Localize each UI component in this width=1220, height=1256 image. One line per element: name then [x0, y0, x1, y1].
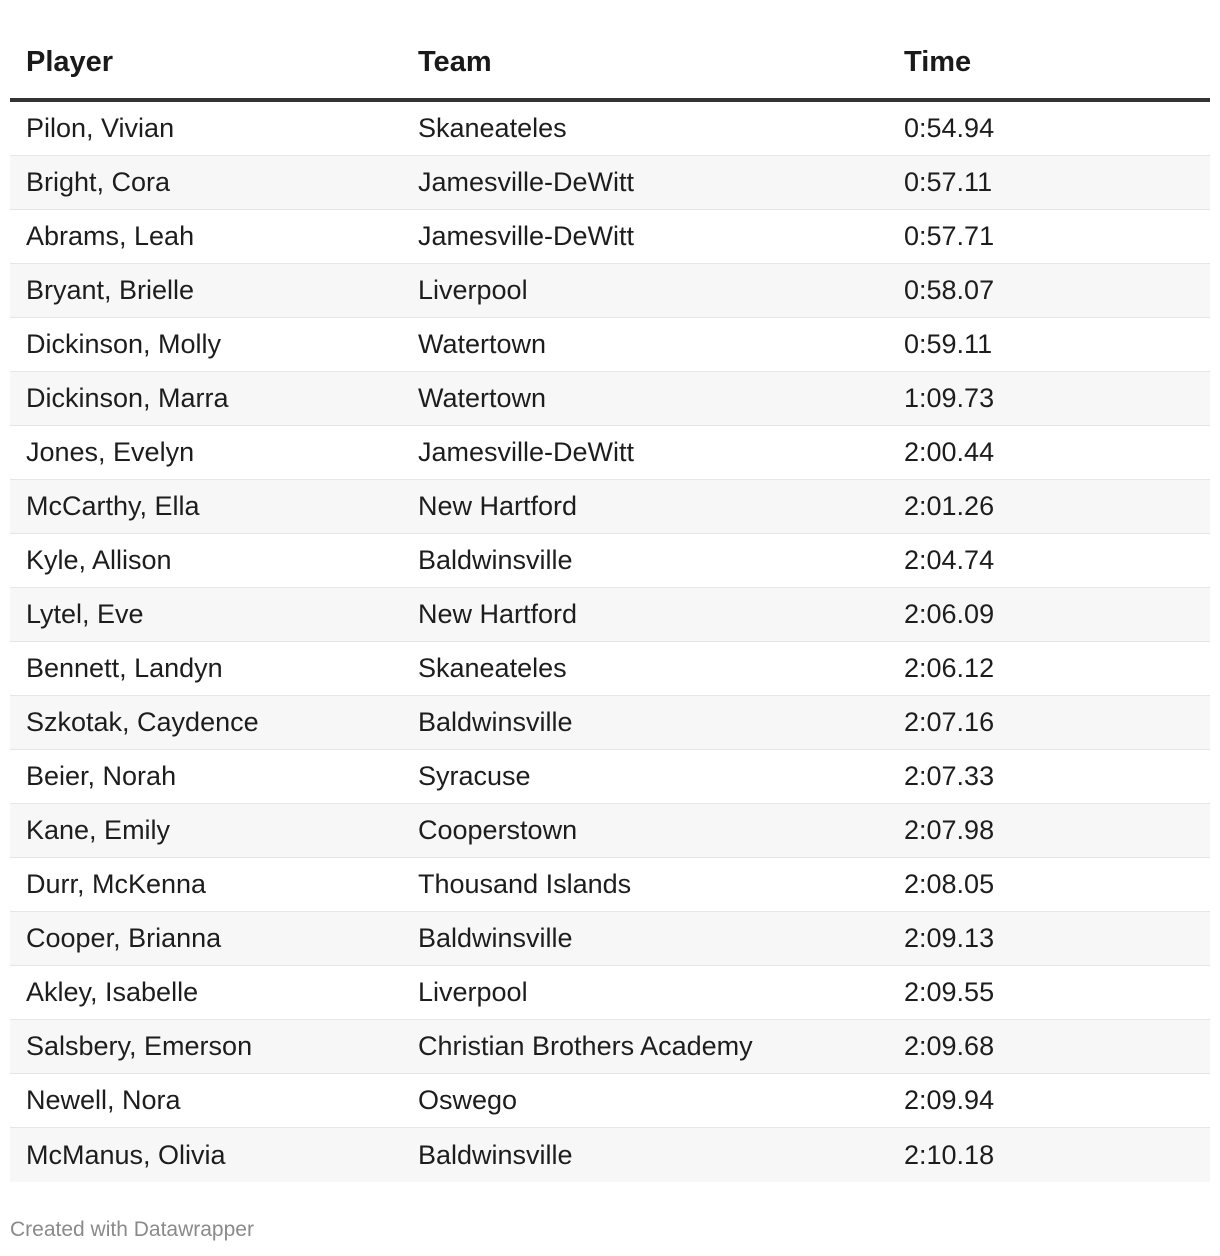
table-row: [10, 750, 1210, 804]
cell-player: Newell, Nora: [10, 1074, 402, 1128]
cell-time: 2:00.44: [888, 426, 1210, 480]
cell-player: McCarthy, Ella: [10, 480, 402, 534]
table-row: [10, 210, 1210, 264]
cell-team: Oswego: [402, 1074, 888, 1128]
cell-time: 0:57.71: [888, 210, 1210, 264]
column-header-player[interactable]: Player: [10, 26, 402, 100]
cell-time: 2:07.33: [888, 750, 1210, 804]
table-row: [10, 696, 1210, 750]
cell-team: New Hartford: [402, 480, 888, 534]
cell-time: 0:58.07: [888, 264, 1210, 318]
table-row: [10, 426, 1210, 480]
table-row: [10, 318, 1210, 372]
table-row: [10, 100, 1210, 156]
table-row: [10, 642, 1210, 696]
header-row: [10, 26, 1210, 100]
table-row: [10, 858, 1210, 912]
table-row: [10, 588, 1210, 642]
cell-team: Liverpool: [402, 264, 888, 318]
cell-team: Baldwinsville: [402, 696, 888, 750]
cell-team: Jamesville-DeWitt: [402, 210, 888, 264]
cell-time: 1:09.73: [888, 372, 1210, 426]
cell-player: Dickinson, Molly: [10, 318, 402, 372]
cell-time: 2:07.16: [888, 696, 1210, 750]
datawrapper-credit: Created with Datawrapper: [10, 1218, 254, 1241]
cell-player: Salsbery, Emerson: [10, 1020, 402, 1074]
cell-player: Lytel, Eve: [10, 588, 402, 642]
cell-player: Pilon, Vivian: [10, 100, 402, 156]
cell-team: Skaneateles: [402, 642, 888, 696]
table-row: [10, 156, 1210, 210]
cell-team: Baldwinsville: [402, 534, 888, 588]
table-row: [10, 1074, 1210, 1128]
cell-time: 2:09.55: [888, 966, 1210, 1020]
cell-team: Baldwinsville: [402, 1128, 888, 1183]
table-row: [10, 1020, 1210, 1074]
cell-team: Watertown: [402, 318, 888, 372]
cell-player: Kyle, Allison: [10, 534, 402, 588]
cell-team: Baldwinsville: [402, 912, 888, 966]
table-row: [10, 264, 1210, 318]
cell-time: 2:04.74: [888, 534, 1210, 588]
cell-time: 2:07.98: [888, 804, 1210, 858]
column-header-time[interactable]: Time: [888, 26, 1210, 100]
cell-player: McManus, Olivia: [10, 1128, 402, 1183]
cell-player: Beier, Norah: [10, 750, 402, 804]
cell-team: Jamesville-DeWitt: [402, 426, 888, 480]
cell-time: 0:59.11: [888, 318, 1210, 372]
cell-player: Dickinson, Marra: [10, 372, 402, 426]
cell-time: 2:09.13: [888, 912, 1210, 966]
cell-team: Watertown: [402, 372, 888, 426]
cell-time: 0:54.94: [888, 100, 1210, 156]
column-header-team[interactable]: Team: [402, 26, 888, 100]
cell-player: Akley, Isabelle: [10, 966, 402, 1020]
cell-team: Liverpool: [402, 966, 888, 1020]
cell-team: Cooperstown: [402, 804, 888, 858]
table-row: [10, 912, 1210, 966]
cell-team: New Hartford: [402, 588, 888, 642]
cell-time: 2:09.94: [888, 1074, 1210, 1128]
table-row: [10, 1128, 1210, 1183]
cell-player: Jones, Evelyn: [10, 426, 402, 480]
cell-time: 2:01.26: [888, 480, 1210, 534]
table-row: [10, 534, 1210, 588]
cell-team: Thousand Islands: [402, 858, 888, 912]
table-row: [10, 804, 1210, 858]
cell-player: Durr, McKenna: [10, 858, 402, 912]
cell-player: Kane, Emily: [10, 804, 402, 858]
cell-time: 2:06.12: [888, 642, 1210, 696]
cell-team: Syracuse: [402, 750, 888, 804]
cell-team: Christian Brothers Academy: [402, 1020, 888, 1074]
cell-team: Jamesville-DeWitt: [402, 156, 888, 210]
results-table-container: [10, 26, 1210, 1182]
cell-player: Szkotak, Caydence: [10, 696, 402, 750]
cell-player: Cooper, Brianna: [10, 912, 402, 966]
table-row: [10, 480, 1210, 534]
cell-player: Abrams, Leah: [10, 210, 402, 264]
cell-time: 2:06.09: [888, 588, 1210, 642]
cell-time: 2:08.05: [888, 858, 1210, 912]
cell-time: 2:09.68: [888, 1020, 1210, 1074]
table-body: [10, 100, 1210, 1182]
cell-player: Bryant, Brielle: [10, 264, 402, 318]
cell-player: Bennett, Landyn: [10, 642, 402, 696]
cell-time: 2:10.18: [888, 1128, 1210, 1183]
cell-player: Bright, Cora: [10, 156, 402, 210]
table-row: [10, 372, 1210, 426]
cell-team: Skaneateles: [402, 100, 888, 156]
table-header: [10, 26, 1210, 100]
cell-time: 0:57.11: [888, 156, 1210, 210]
table-row: [10, 966, 1210, 1020]
results-table: [10, 26, 1210, 1182]
